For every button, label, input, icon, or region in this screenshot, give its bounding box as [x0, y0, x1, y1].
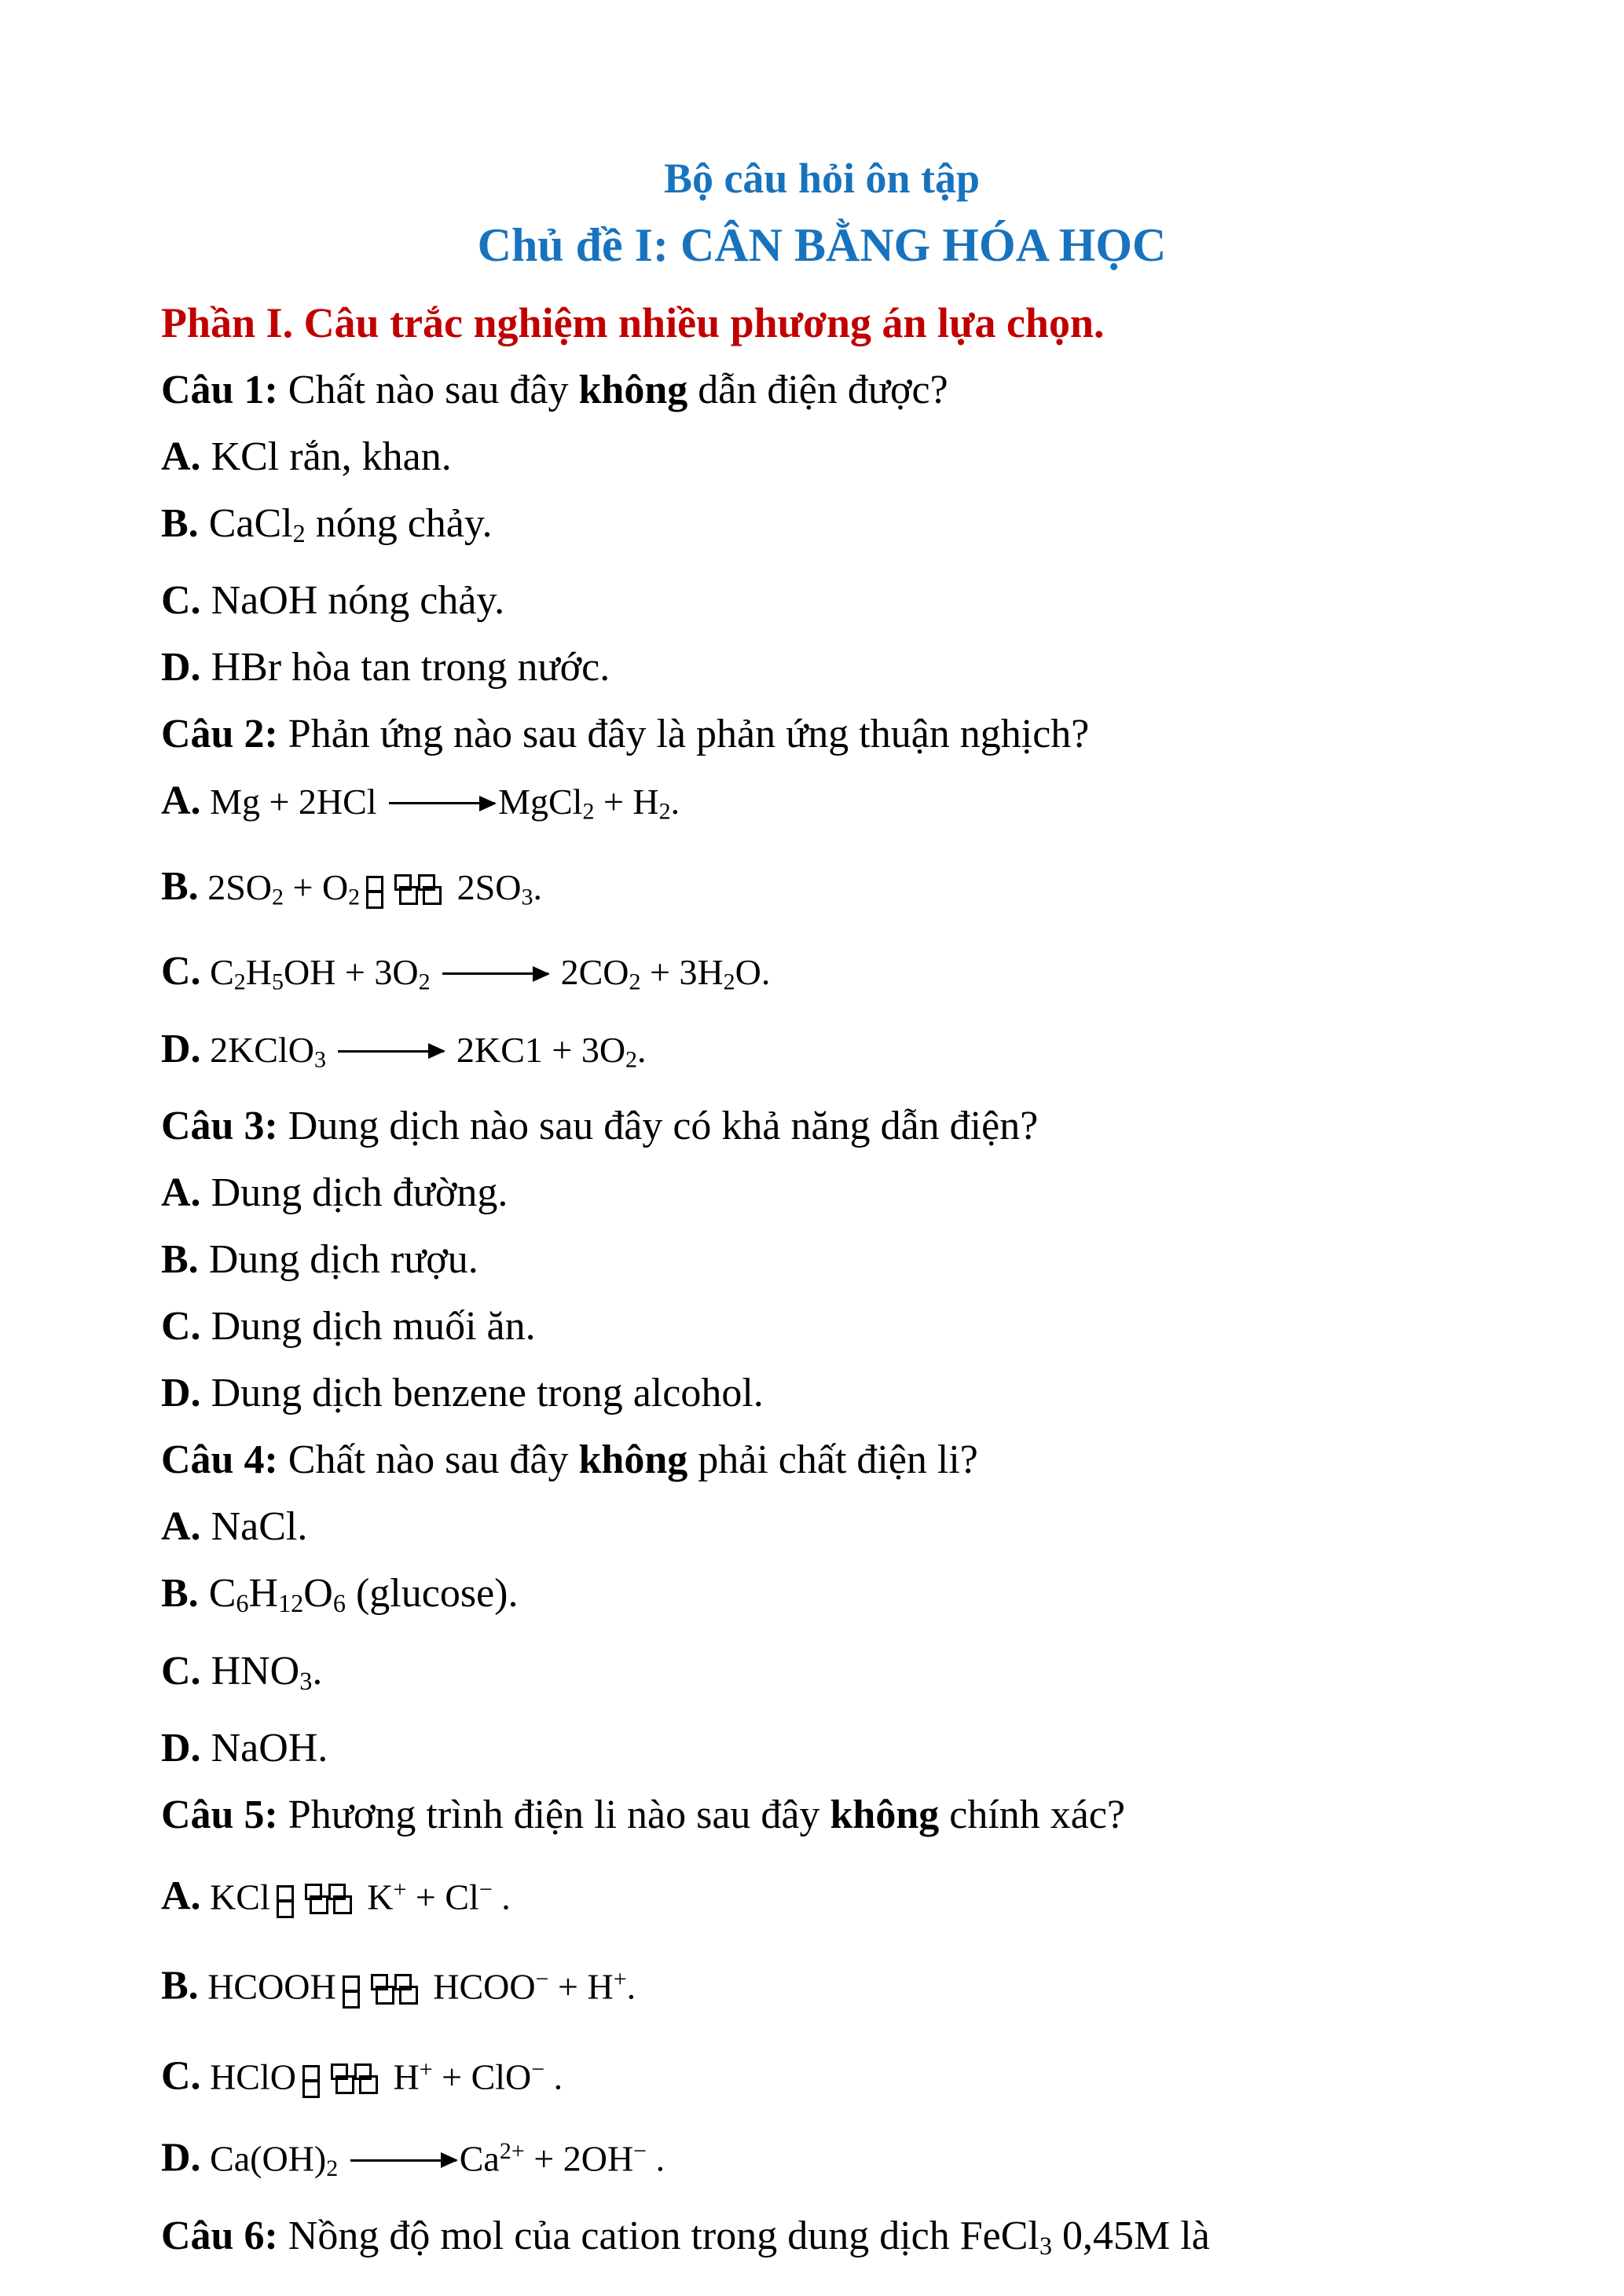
text-run: . — [312, 1648, 323, 1694]
text-run: 2 — [625, 1046, 638, 1073]
tofu-square — [302, 2080, 320, 2098]
right-arrow-icon — [442, 972, 548, 975]
text-run: − — [535, 1966, 549, 1993]
bold-text-run: A. — [161, 1170, 201, 1216]
bold-text-run: D. — [161, 2135, 201, 2181]
text-run: H — [248, 1571, 279, 1617]
text-run: 2 — [629, 969, 641, 995]
text-run: Chất nào sau đây — [277, 368, 579, 412]
tofu-square — [399, 886, 418, 905]
right-arrow-icon — [389, 802, 495, 804]
text-run: HClO — [200, 2056, 296, 2097]
bold-text-run: Câu 1: — [161, 368, 278, 412]
text-run: 2 — [348, 884, 361, 910]
text-run: 2KC1 + 3O — [447, 1029, 626, 1070]
text-run: KCl rắn, khan. — [200, 434, 452, 479]
bold-text-run: C. — [161, 949, 201, 994]
tofu-square — [335, 2075, 354, 2094]
text-run: 2CO — [552, 952, 629, 993]
text-run: + H — [594, 782, 659, 822]
text-run: 2 — [582, 798, 595, 825]
q1-option-d — [161, 634, 1538, 701]
text-run: − — [531, 2056, 545, 2082]
q5-option-c — [161, 2028, 1538, 2118]
q1-option-a — [161, 423, 1538, 490]
missing-glyph-boxes-icon — [302, 2063, 378, 2100]
q4-option-b — [161, 1560, 1538, 1637]
text-run: HNO — [200, 1648, 300, 1694]
text-run: Phần I. Câu trắc nghiệm nhiều phương án lựa chọn. — [161, 299, 1105, 346]
bold-text-run: B. — [161, 501, 199, 546]
q3-option-d — [161, 1360, 1538, 1426]
text-run: NaOH nóng chảy. — [200, 578, 505, 624]
text-run: + — [393, 1876, 407, 1902]
text-run: Dung dịch đường. — [200, 1170, 508, 1216]
q4-stem — [161, 1426, 1538, 1493]
text-run: . — [533, 866, 542, 907]
text-run: + O — [284, 866, 349, 907]
q2-option-a — [161, 767, 1538, 845]
tofu-square — [366, 876, 383, 892]
text-run: NaCl. — [200, 1504, 308, 1550]
q1-option-c — [161, 567, 1538, 634]
text-run: − — [478, 1876, 493, 1902]
missing-glyph-boxes-icon — [366, 874, 442, 910]
text-run: Dung dịch nào sau đây có khả năng dẫn điện? — [277, 1104, 1039, 1149]
text-run: 6 — [332, 1589, 346, 1618]
bold-text-run: A. — [161, 1873, 201, 1919]
text-run: 2 — [418, 969, 431, 995]
q5-option-b — [161, 1938, 1538, 2028]
bold-text-run: Câu 6: — [161, 2213, 278, 2258]
bold-text-run: B. — [161, 1963, 199, 2009]
text-run: 2 — [658, 798, 671, 825]
text-run: + ClO — [432, 2056, 532, 2097]
right-arrow-icon — [350, 2159, 456, 2162]
bold-text-run: A. — [161, 434, 201, 479]
text-run: 2 — [326, 2155, 339, 2182]
q3-option-c — [161, 1293, 1538, 1360]
text-run: 3 — [313, 1046, 326, 1073]
q1-option-b — [161, 490, 1538, 567]
text-run: (glucose). — [345, 1571, 519, 1617]
bold-text-run: D. — [161, 1026, 201, 1071]
tofu-square — [343, 1990, 360, 2009]
text-run: 3 — [299, 1666, 313, 1695]
text-run: HCOO — [423, 1966, 536, 2007]
text-run: 3 — [1039, 2231, 1053, 2260]
text-run: 2+ — [499, 2138, 525, 2165]
text-run: OH + 3O — [283, 952, 419, 993]
text-run: Dung dịch muối ăn. — [200, 1304, 536, 1349]
q3-stem — [161, 1093, 1538, 1159]
text-run: + 3H — [640, 952, 724, 993]
q3-option-b — [161, 1226, 1538, 1293]
text-run: chính xác? — [939, 1792, 1126, 1837]
text-run: 2SO — [448, 866, 522, 907]
text-run — [326, 1030, 335, 1070]
text-run: + 2OH — [524, 2138, 634, 2179]
text-run: Ca — [459, 2138, 500, 2179]
text-run: C — [198, 1571, 236, 1617]
missing-glyph-boxes-icon — [277, 1884, 352, 1920]
q5-option-a — [161, 1848, 1538, 1939]
text-run: + — [613, 1966, 627, 1993]
tofu-square — [277, 1885, 294, 1902]
text-run: CaCl — [198, 501, 293, 546]
text-run: 2 — [272, 884, 284, 910]
bold-text-run: không — [578, 368, 688, 412]
text-run: dẫn điện được? — [687, 368, 948, 412]
bold-text-run: C. — [161, 1648, 201, 1694]
text-run: Mg + 2HCl — [200, 782, 387, 822]
text-run: 3 — [521, 884, 533, 910]
text-run: O — [303, 1571, 333, 1617]
text-run: 2 — [723, 969, 735, 995]
tofu-square — [310, 1895, 328, 1914]
bold-text-run: D. — [161, 1725, 201, 1771]
text-run: Phản ứng nào sau đây là phản ứng thuận nghịch? — [277, 712, 1090, 757]
text-run: Chủ đề I: CÂN BẰNG HÓA HỌC — [477, 219, 1167, 271]
text-run — [431, 952, 440, 992]
q2-option-b — [161, 845, 1538, 939]
tofu-square — [343, 1976, 360, 1992]
bold-text-run: Câu 3: — [161, 1104, 278, 1149]
q4-option-d — [161, 1715, 1538, 1782]
text-run: 12 — [278, 1589, 304, 1618]
bold-text-run: D. — [161, 1371, 201, 1416]
text-run: 2SO — [198, 866, 272, 907]
text-run: + Cl — [406, 1877, 479, 1917]
text-run: HCOOH — [198, 1966, 336, 2007]
text-run: Nồng độ mol của cation trong dung dịch FeCl — [277, 2213, 1039, 2258]
bold-text-run: C. — [161, 1304, 201, 1349]
text-run: phải chất điện li? — [687, 1437, 978, 1483]
text-run: K — [357, 1877, 394, 1917]
tofu-square — [333, 1895, 352, 1914]
missing-glyph-boxes-icon — [343, 1974, 418, 2010]
bold-text-run: Câu 5: — [161, 1792, 278, 1837]
text-run: . — [647, 2138, 665, 2179]
tofu-square — [277, 1900, 294, 1918]
q2-stem — [161, 701, 1538, 767]
bold-text-run: B. — [161, 863, 199, 909]
text-run: 5 — [271, 969, 284, 995]
text-run: Bộ câu hỏi ôn tập — [663, 155, 981, 202]
tofu-square — [423, 886, 442, 905]
text-run: C — [200, 952, 234, 993]
text-run: O. — [735, 952, 771, 993]
right-arrow-icon — [338, 1050, 444, 1053]
text-run: − — [633, 2138, 647, 2165]
tofu-square — [399, 1986, 418, 2005]
text-run: Ca(OH) — [200, 2138, 327, 2179]
text-run: Phương trình điện li nào sau đây — [277, 1792, 830, 1837]
tofu-square — [376, 1986, 394, 2005]
text-run: Dung dịch rượu. — [198, 1237, 478, 1283]
part-heading — [161, 290, 1538, 357]
text-run: 6 — [236, 1589, 249, 1618]
text-run: Dung dịch benzene trong alcohol. — [200, 1371, 764, 1416]
text-run — [338, 2139, 347, 2179]
text-run: NaOH. — [200, 1725, 328, 1771]
tofu-square — [302, 2065, 320, 2082]
text-run: MgCl — [498, 782, 583, 822]
bold-text-run: Câu 2: — [161, 712, 278, 757]
text-run: . — [670, 782, 680, 822]
text-run: H — [245, 952, 272, 993]
q4-option-a — [161, 1493, 1538, 1560]
text-run: nóng chảy. — [305, 501, 493, 546]
text-run: + H — [548, 1966, 614, 2007]
text-run: . — [492, 1877, 511, 1917]
tofu-square — [366, 891, 383, 909]
bold-text-run: D. — [161, 645, 201, 690]
q2-option-d — [161, 1016, 1538, 1093]
text-run: 2KClO — [200, 1029, 314, 1070]
text-run: . — [637, 1029, 647, 1070]
q5-stem — [161, 1782, 1538, 1848]
bold-text-run: Câu 4: — [161, 1437, 278, 1483]
text-run: KCl — [200, 1877, 270, 1917]
q2-option-c — [161, 938, 1538, 1016]
tofu-square — [359, 2075, 378, 2094]
text-run: . — [626, 1966, 636, 2007]
bold-text-run: A. — [161, 1504, 201, 1550]
doc-subtitle — [161, 212, 1483, 279]
text-run: 2 — [233, 969, 246, 995]
bold-text-run: B. — [161, 1237, 199, 1283]
text-run: 0,45M là — [1052, 2213, 1210, 2258]
bold-text-run: C. — [161, 578, 201, 624]
doc-title — [161, 145, 1483, 212]
bold-text-run: A. — [161, 778, 201, 824]
q1-stem — [161, 357, 1538, 423]
text-run: . — [544, 2056, 563, 2097]
bold-text-run: không — [578, 1437, 688, 1483]
q4-option-c — [161, 1638, 1538, 1715]
q6-stem — [161, 2203, 1538, 2280]
text-run: 2 — [292, 519, 306, 548]
bold-text-run: C. — [161, 2053, 201, 2099]
text-run: + — [419, 2056, 433, 2082]
text-run: H — [383, 2056, 420, 2097]
q3-option-a — [161, 1159, 1538, 1226]
text-run: Chất nào sau đây — [277, 1437, 579, 1483]
q5-option-d — [161, 2118, 1538, 2202]
text-run: HBr hòa tan trong nước. — [200, 645, 610, 690]
bold-text-run: không — [830, 1792, 940, 1837]
bold-text-run: B. — [161, 1571, 199, 1617]
